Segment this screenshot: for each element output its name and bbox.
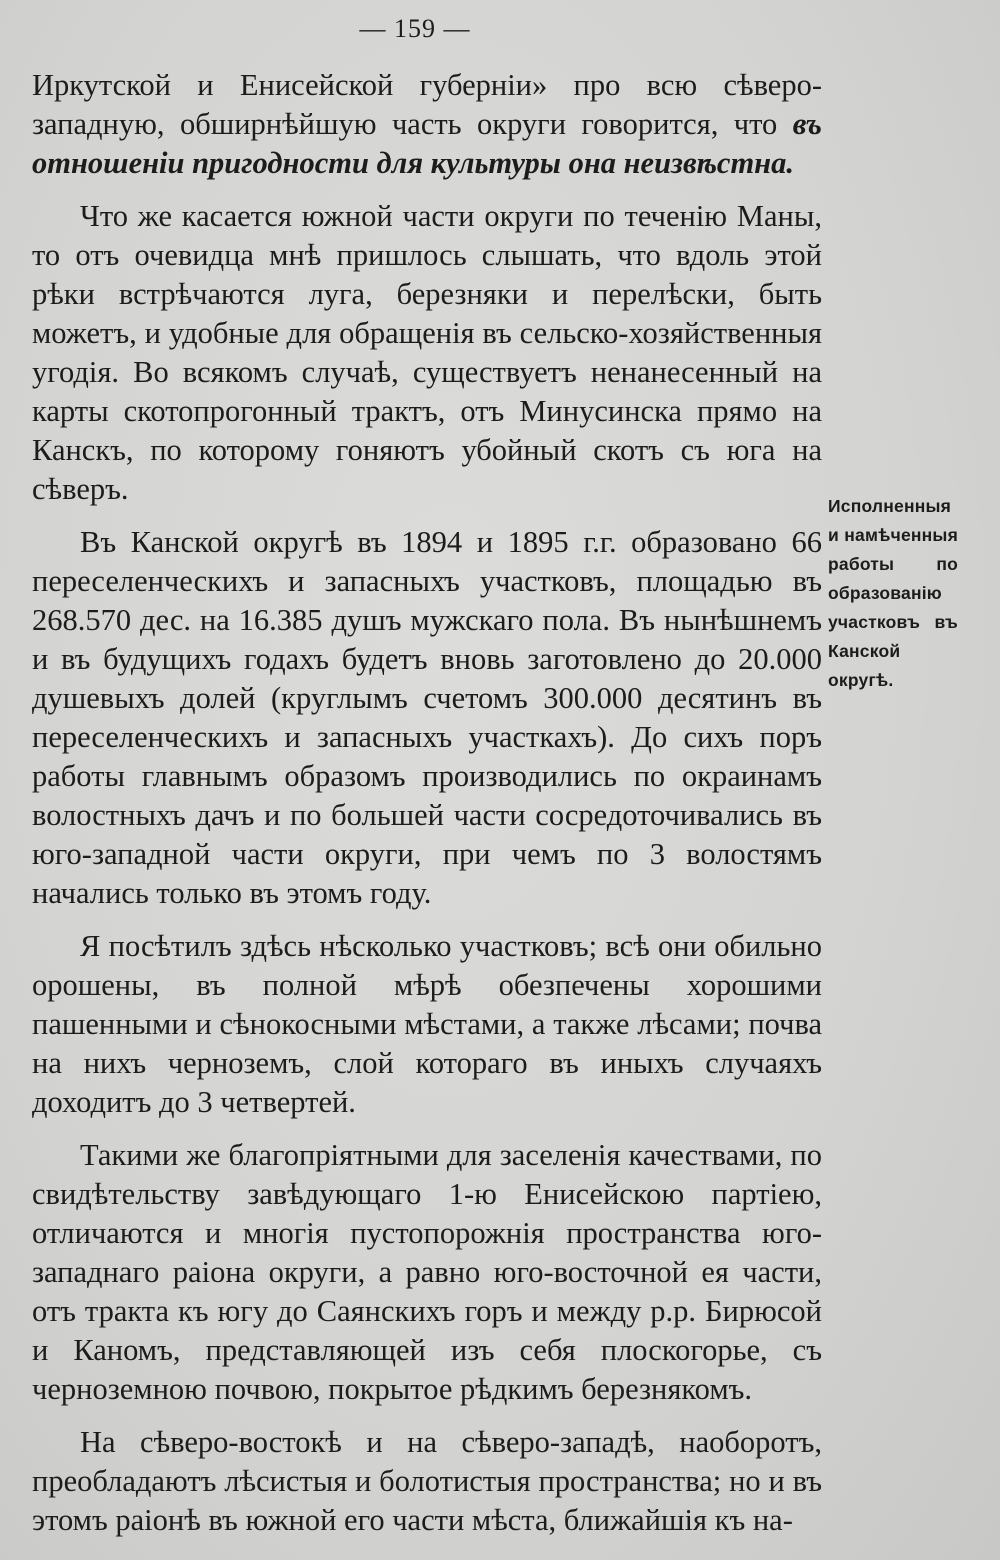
paragraph-3: Въ Канской округѣ въ 1894 и 1895 г.г. образовано 66 переселенческихъ и запасныхъ участковъ, площадью въ 268.570 дес. на 16.385 душъ мужскаго пола. Въ нынѣшнемъ и въ будущихъ годахъ будетъ вновь заготовлено до 20.000 душевыхъ долей (круглымъ счетомъ 300.000 десятинъ въ переселенческихъ и запасныхъ участкахъ). До сихъ поръ работы главнымъ образомъ производились по окраинамъ волостныхъ дачъ и по большей части сосредоточивались въ юго-западной части округи, при чемъ по 3 волостямъ начались только въ этомъ году. [32, 525, 822, 910]
paragraph-2: Что же касается южной части округи по теченію Маны, то отъ очевидца мнѣ пришлось слышать, что вдоль этой рѣки встрѣчаются луга, березняки и перелѣски, быть можетъ, и удобные для обращенія въ сельско-хозяйственныя угодія. Во всякомъ случаѣ, существуетъ ненанесенный на карты скотопрогонный трактъ, отъ Минусинска прямо на Канскъ, по которому гоняютъ убойный скотъ съ юга на сѣверъ. [32, 199, 822, 506]
paragraph-1 [32, 66, 822, 183]
paragraph-5: Такими же благопріятными для заселенія качествами, по свидѣтельству завѣдующаго 1-ю Енисейскою партіею, отличаются и многія пустопорожнія пространства юго-западнаго раіона округи, а равно юго-восточной ея части, отъ тракта къ югу до Саянскихъ горъ и между р.р. Бирюсой и Каномъ, представляющей изъ себя плоскогорье, съ черноземною почвою, покрытое рѣдкимъ березнякомъ. [32, 1138, 822, 1406]
paragraph-4: Я посѣтилъ здѣсь нѣсколько участковъ; всѣ они обильно орошены, въ полной мѣрѣ обезпечены хорошими пашенными и сѣнокосными мѣстами, а также лѣсами; почва на нихъ черноземъ, слой котораго въ иныхъ случаяхъ доходитъ до 3 четвертей. [32, 929, 822, 1119]
body-text [32, 66, 822, 1554]
marginal-note: Исполненныя и намѣченныя работы по образованію участковъ въ Канской округѣ. [828, 496, 958, 690]
paragraph-6: На сѣверо-востокѣ и на сѣверо-западѣ, наоборотъ, преобладаютъ лѣсистыя и болотистыя пространства; но и въ этомъ раіонѣ въ южной его части мѣста, ближайшія къ на- [32, 1425, 822, 1537]
paragraph-1-lead: Иркутской и Енисейской губерніи» про всю сѣверо-западную, обширнѣйшую часть округи говорится, что [32, 68, 822, 141]
paragraph-1-emphasis: въ отношеніи пригодности для культуры она неизвѣстна. [32, 107, 822, 180]
page-number: — 159 — [359, 14, 471, 43]
